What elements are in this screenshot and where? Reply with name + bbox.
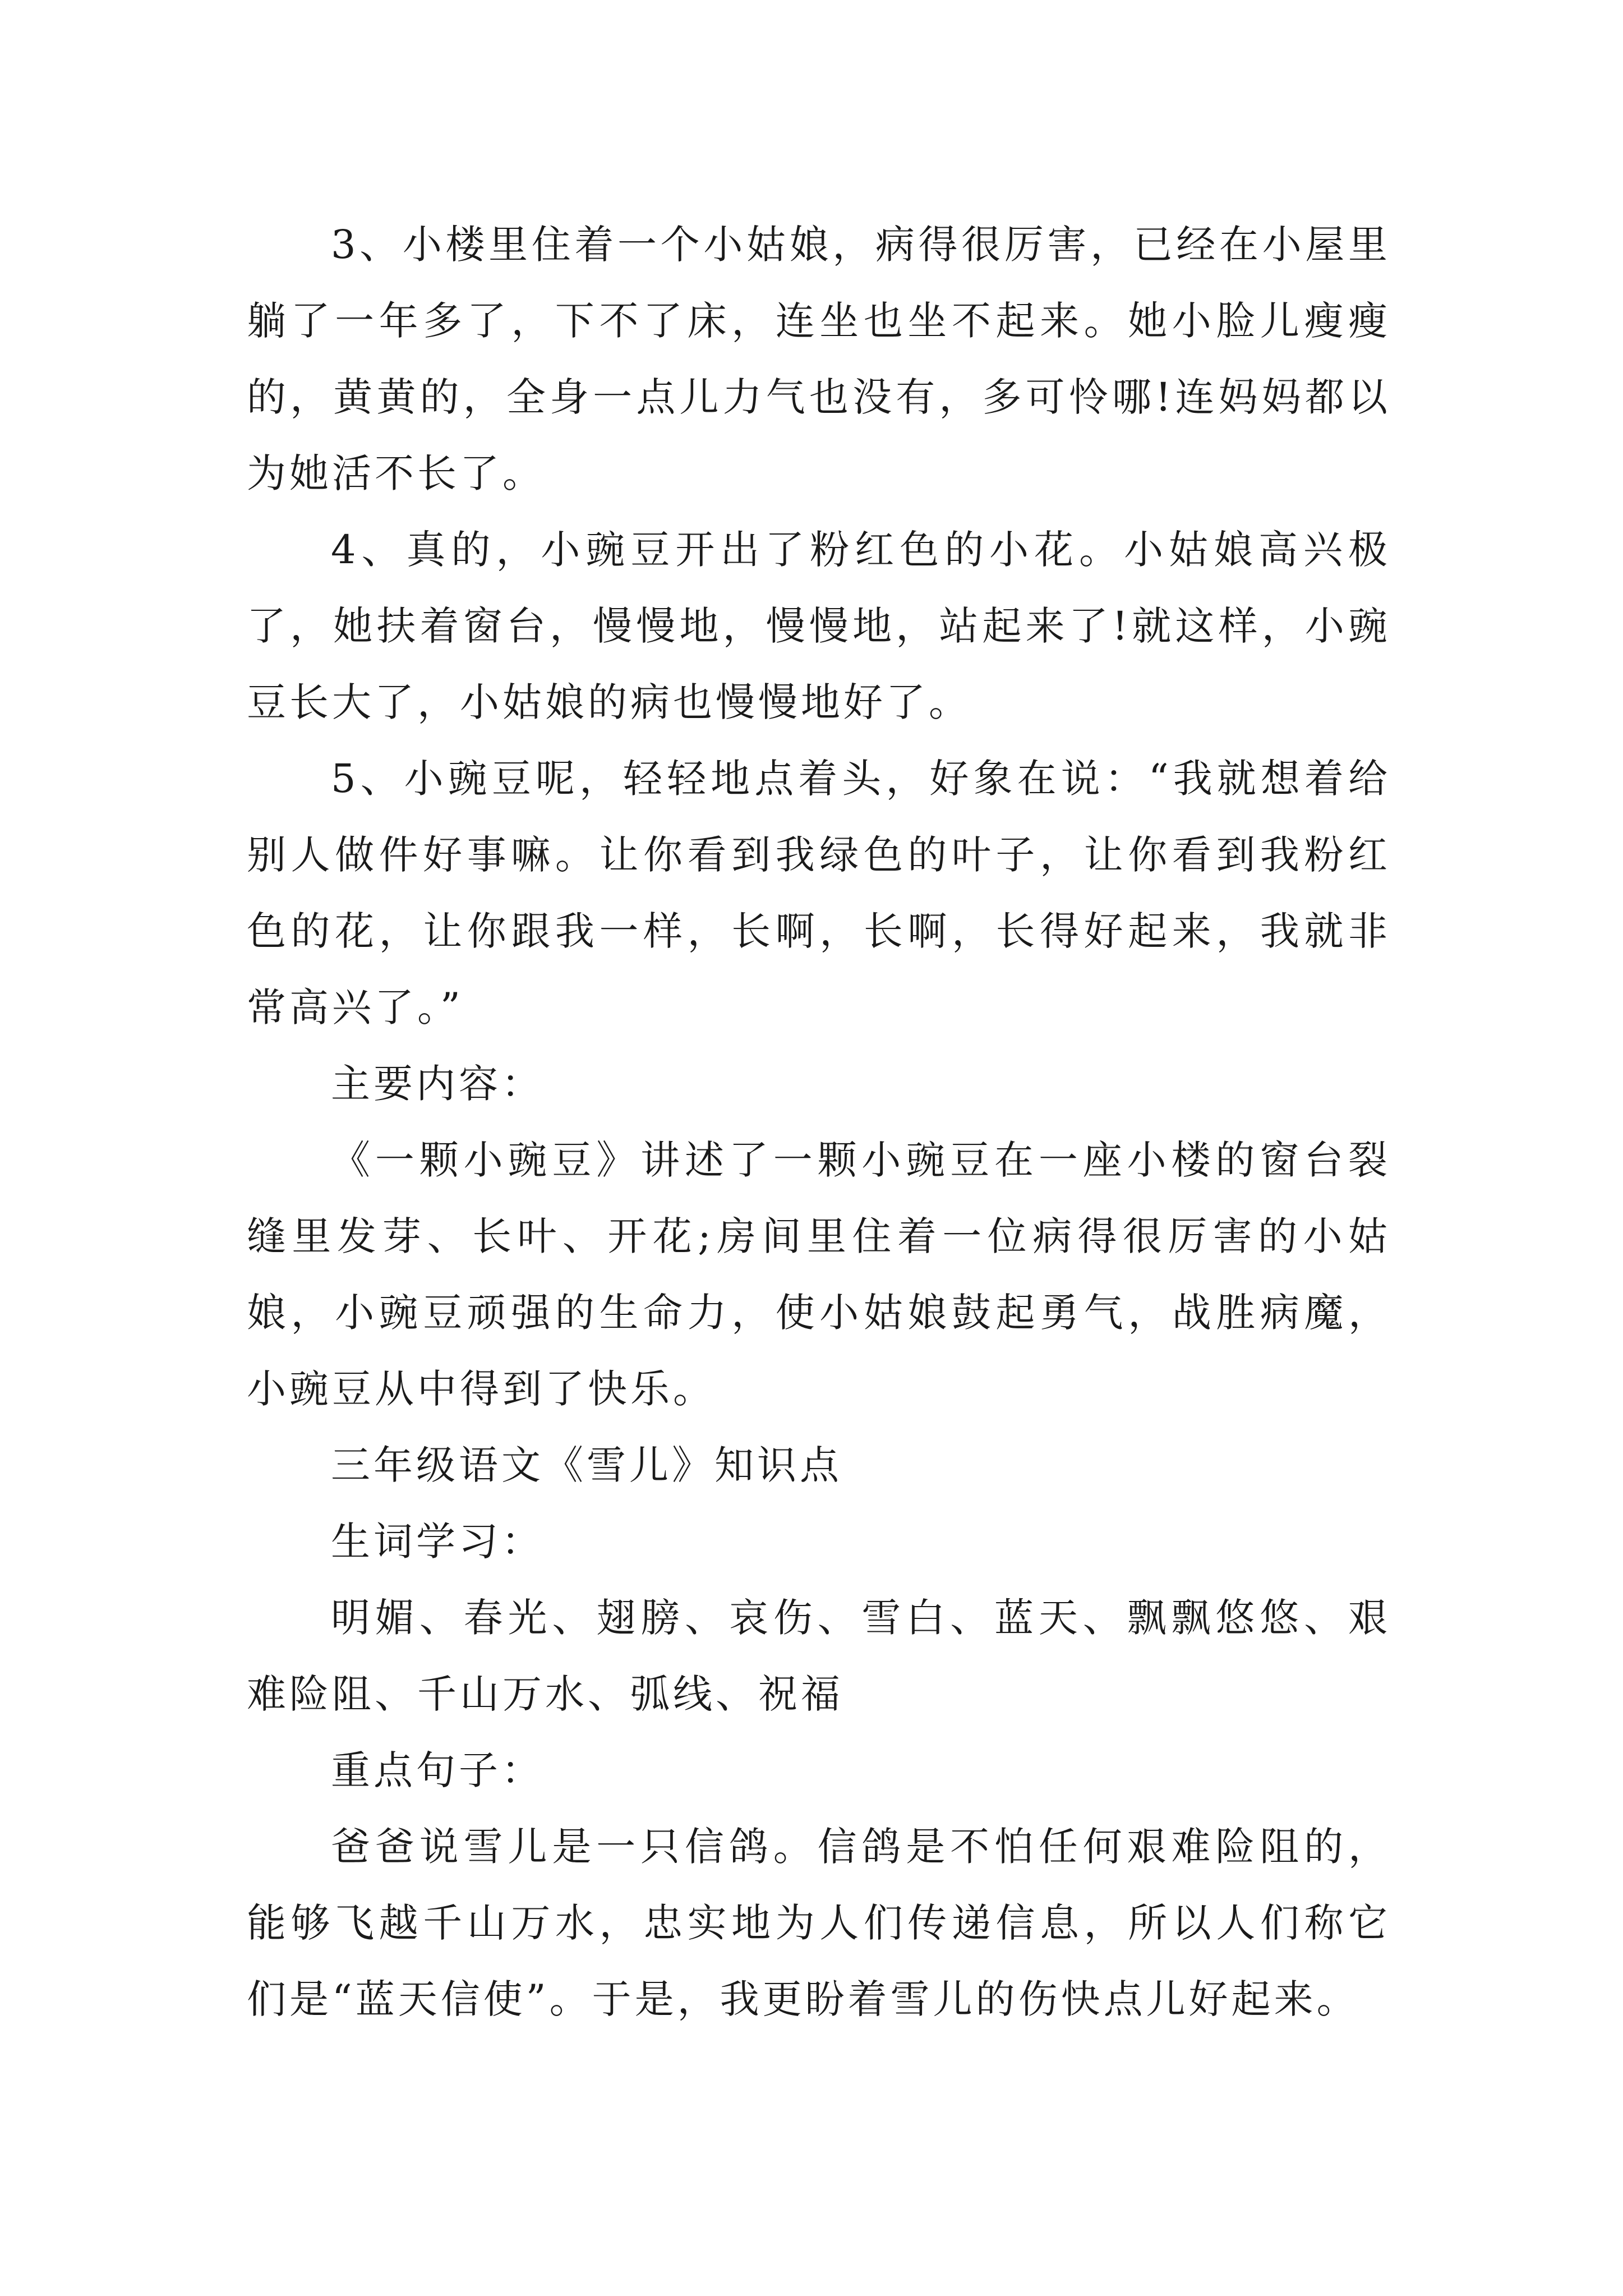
section-title-xueer: 三年级语文《雪儿》知识点	[331, 1442, 842, 1488]
document-body	[247, 206, 1391, 2037]
paragraph-key-sentence: 爸爸说雪儿是一只信鸽。信鸽是不怕任何艰难险阻的，能够飞越千山万水，忠实地为人们传递信息，所以人们称它们是“蓝天信使”。于是，我更盼着雪儿的伤快点儿好起来。	[247, 1824, 1391, 2022]
paragraph-vocabulary-list: 明媚、春光、翅膀、哀伤、雪白、蓝天、飘飘悠悠、艰难险阻、千山万水、弧线、祝福	[247, 1595, 1391, 1717]
paragraph-main-content: 《一颗小豌豆》讲述了一颗小豌豆在一座小楼的窗台裂缝里发芽、长叶、开花;房间里住着一位病得很厉害的小姑娘，小豌豆顽强的生命力，使小姑娘鼓起勇气，战胜病魔，小豌豆从中得到了快乐。	[247, 1137, 1391, 1412]
heading-main-content: 主要内容：	[331, 1061, 544, 1107]
heading-key-sentences: 重点句子：	[331, 1747, 544, 1793]
paragraph-story-excerpt-5: 5、小豌豆呢，轻轻地点着头，好象在说：“我就想着给别人做件好事嘛。让你看到我绿色的叶子，让你看到我粉红色的花，让你跟我一样，长啊，长啊，长得好起来，我就非常高兴了。”	[247, 756, 1391, 1030]
heading-vocabulary: 生词学习：	[331, 1519, 544, 1565]
paragraph-story-excerpt-3: 3、小楼里住着一个小姑娘，病得很厉害，已经在小屋里躺了一年多了，下不了床，连坐也坐不起来。她小脸儿瘦瘦的，黄黄的，全身一点儿力气也没有，多可怜哪!连妈妈都以为她活不长了。	[247, 222, 1391, 496]
paragraph-story-excerpt-4: 4、真的，小豌豆开出了粉红色的小花。小姑娘高兴极了，她扶着窗台，慢慢地，慢慢地，站起来了!就这样，小豌豆长大了，小姑娘的病也慢慢地好了。	[247, 527, 1391, 725]
